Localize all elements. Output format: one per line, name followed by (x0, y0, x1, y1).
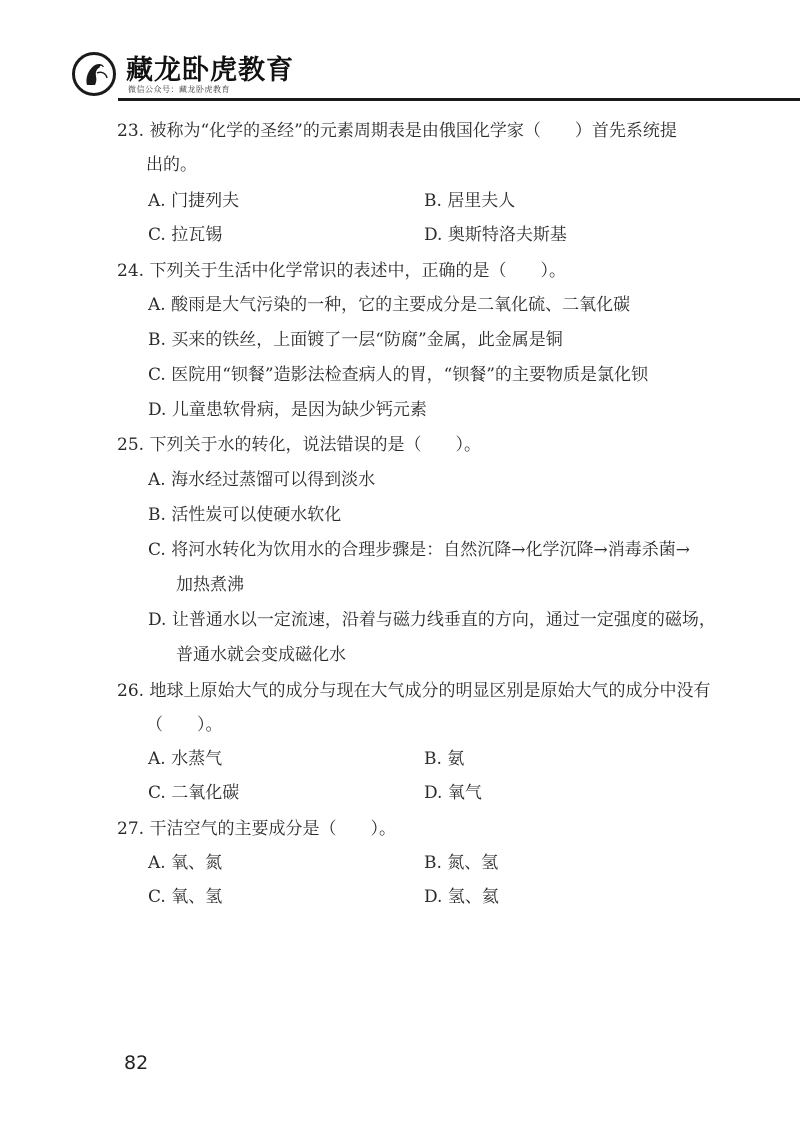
option-text: 居里夫人 (447, 191, 516, 211)
question-27-stem (117, 818, 396, 840)
option-text: 医院用“钡餐”造影法检查病人的胃，“钡餐”的主要物质是氯化钡 (171, 365, 648, 385)
option-text: 氢、氦 (447, 887, 499, 907)
option-c (148, 886, 222, 908)
option-a (148, 294, 630, 316)
option-text: 海水经过蒸馏可以得到淡水 (171, 470, 376, 490)
page-number: 82 (124, 1052, 149, 1074)
option-label: C. (148, 225, 166, 245)
option-label: B. (424, 749, 442, 769)
option-label: D. (424, 225, 443, 245)
dragon-tiger-logo-icon (75, 55, 113, 93)
option-label: D. (148, 400, 167, 420)
option-d (148, 609, 716, 631)
option-b (424, 852, 498, 874)
option-text: 氨 (447, 749, 465, 769)
option-text: 氧、氮 (171, 853, 223, 873)
option-a (148, 748, 222, 770)
option-text: 活性炭可以使硬水软化 (171, 505, 342, 525)
brand-subtitle: 微信公众号：藏龙卧虎教育 (128, 85, 230, 94)
question-stem-line: 下列关于生活中化学常识的表述中，正确的是（ ）。 (149, 261, 566, 281)
option-c (148, 782, 239, 804)
option-label: C. (148, 887, 166, 907)
header-divider (118, 98, 800, 101)
question-number: 25. (117, 435, 145, 455)
option-b (424, 748, 464, 770)
option-label: D. (424, 887, 443, 907)
option-text: 让普通水以一定流速，沿着与磁力线垂直的方向，通过一定强度的磁场， (171, 610, 716, 630)
page-header (0, 0, 800, 106)
option-text: 儿童患软骨病，是因为缺少钙元素 (171, 400, 427, 420)
question-25-stem (117, 434, 481, 456)
option-c (148, 224, 222, 246)
option-c (148, 539, 690, 561)
option-label: B. (148, 330, 166, 350)
option-label: C. (148, 540, 166, 560)
option-text: 酸雨是大气污染的一种，它的主要成分是二氧化硫、二氧化碳 (171, 295, 631, 315)
question-26-stem (117, 680, 710, 702)
option-label: A. (148, 191, 166, 211)
option-text: 拉瓦锡 (171, 225, 223, 245)
option-label: A. (148, 295, 166, 315)
option-text: 门捷列夫 (171, 191, 240, 211)
option-label: C. (148, 783, 166, 803)
option-d (148, 399, 427, 421)
option-b (148, 504, 341, 526)
option-label: B. (424, 191, 442, 211)
question-stem-line: （ ）。 (146, 715, 223, 735)
option-a (148, 190, 239, 212)
option-label: B. (148, 505, 166, 525)
option-a (148, 852, 222, 874)
option-a (148, 469, 375, 491)
option-label: D. (148, 610, 167, 630)
question-stem-line: 被称为“化学的圣经”的元素周期表是由俄国化学家（ ）首先系统提 (149, 121, 677, 141)
option-text: 奥斯特洛夫斯基 (447, 225, 567, 245)
option-c (148, 364, 648, 386)
brand-name: 藏龙卧虎教育 (126, 55, 294, 86)
option-label: C. (148, 365, 166, 385)
option-text: 买来的铁丝，上面镀了一层“防腐”金属，此金属是铜 (171, 330, 563, 350)
question-stem-line: 下列关于水的转化，说法错误的是（ ）。 (149, 435, 481, 455)
option-label: D. (424, 783, 443, 803)
question-number: 26. (117, 681, 145, 701)
option-label: A. (148, 749, 166, 769)
question-24-stem (117, 260, 566, 282)
question-stem-line: 出的。 (146, 155, 197, 175)
question-number: 23. (117, 121, 145, 141)
question-23-stem (117, 120, 677, 142)
option-label: B. (424, 853, 442, 873)
option-b (148, 329, 563, 351)
brand-logo (72, 52, 116, 96)
option-d-continuation: 普通水就会变成磁化水 (176, 645, 346, 665)
option-text: 水蒸气 (171, 749, 223, 769)
option-text: 氧气 (447, 783, 482, 803)
option-label: A. (148, 853, 166, 873)
option-text: 二氧化碳 (171, 783, 240, 803)
option-d (424, 224, 567, 246)
question-number: 24. (117, 261, 145, 281)
option-text: 氮、氢 (447, 853, 499, 873)
option-text: 氧、氢 (171, 887, 223, 907)
question-stem-line: 地球上原始大气的成分与现在大气成分的明显区别是原始大气的成分中没有 (149, 681, 711, 701)
option-text: 将河水转化为饮用水的合理步骤是：自然沉降→化学沉降→消毒杀菌→ (171, 540, 690, 560)
option-b (424, 190, 515, 212)
option-label: A. (148, 470, 166, 490)
option-c-continuation: 加热煮沸 (176, 575, 244, 595)
question-number: 27. (117, 819, 145, 839)
question-stem-line: 干洁空气的主要成分是（ ）。 (149, 819, 396, 839)
option-d (424, 886, 499, 908)
option-d (424, 782, 482, 804)
